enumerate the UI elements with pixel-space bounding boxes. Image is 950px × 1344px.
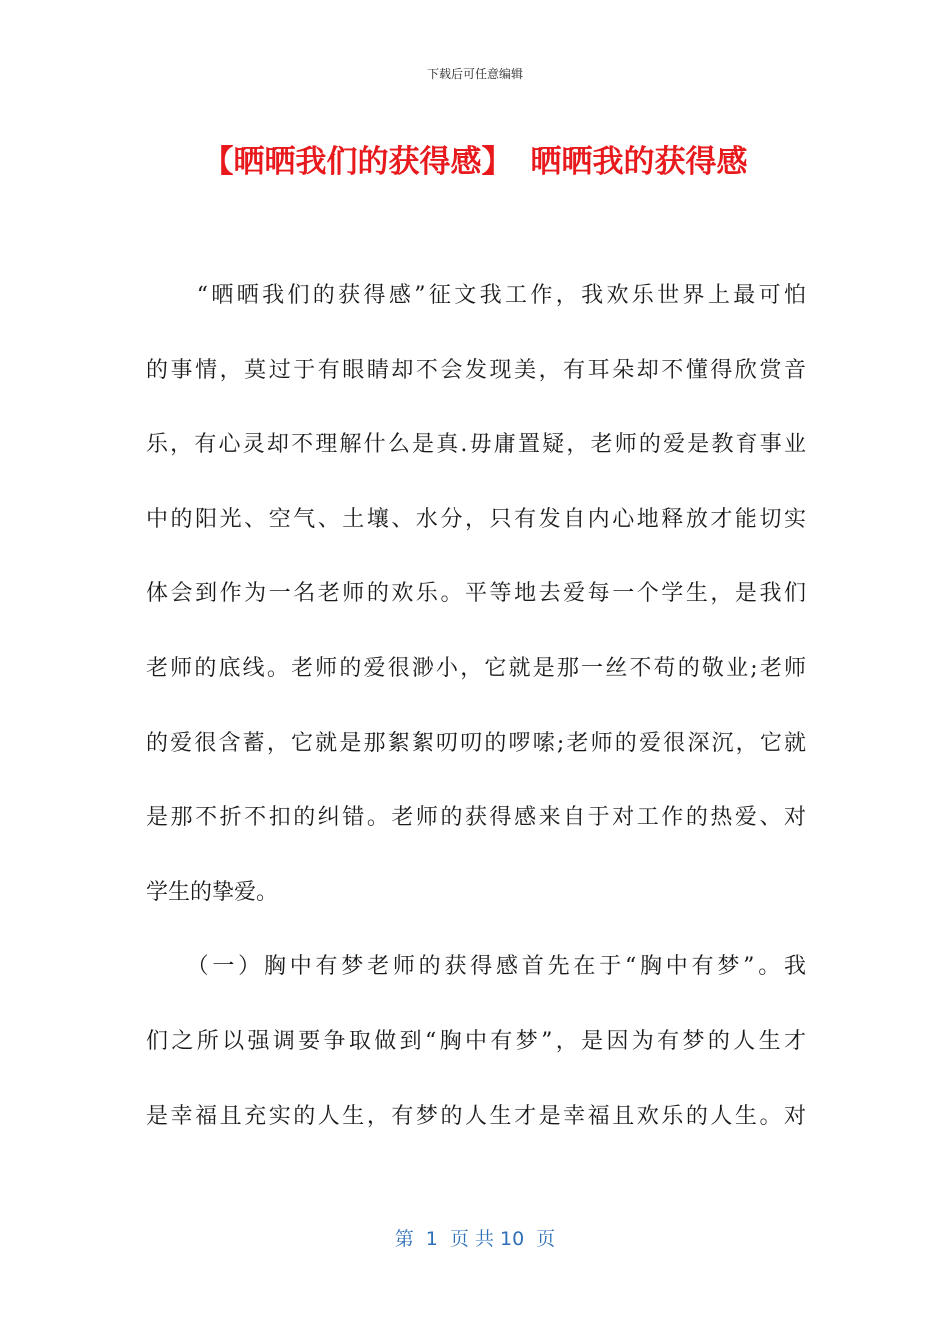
paragraph-2 (146, 935, 806, 1159)
text-line: 老师的底线。老师的爱很渺小，它就是那一丝不苟的敬业;老师 (146, 655, 806, 681)
header-note: 下载后可任意编辑 (426, 67, 523, 81)
text-line: 学生的挚爱。 (146, 879, 279, 905)
text-line: 的事情，莫过于有眼睛却不会发现美，有耳朵却不懂得欣赏音 (146, 357, 806, 383)
text-line: 中的阳光、空气、土壤、水分，只有发自内心地释放才能切实 (146, 506, 806, 532)
text-line: “晒晒我们的获得感”征文我工作，我欢乐世界上最可怕 (146, 283, 806, 308)
page-footer: 第 1 页 共 10 页 (394, 1228, 556, 1250)
title-part-2: 晒晒我的获得感 (530, 144, 748, 180)
text-line: 的爱很含蓄，它就是那絮絮叨叨的啰嗦;老师的爱很深沉，它就 (146, 730, 806, 756)
text-line: （一）胸中有梦老师的获得感首先在于“胸中有梦”。我 (146, 954, 806, 980)
text-line: 们之所以强调要争取做到“胸中有梦”，是因为有梦的人生才 (146, 1028, 806, 1054)
title-part-1: 【晒晒我们的获得感】 (202, 144, 513, 180)
paragraph-1 (146, 264, 806, 935)
text-line: 乐，有心灵却不理解什么是真.毋庸置疑，老师的爱是教育事业 (146, 432, 806, 458)
text-line: 是幸福且充实的人生，有梦的人生才是幸福且欢乐的人生。对 (146, 1103, 806, 1129)
document-body (146, 264, 806, 1159)
text-line: 体会到作为一名老师的欢乐。平等地去爱每一个学生，是我们 (146, 581, 806, 607)
document-title (0, 140, 950, 184)
text-line: 是那不折不扣的纠错。老师的获得感来自于对工作的热爱、对 (146, 805, 806, 831)
